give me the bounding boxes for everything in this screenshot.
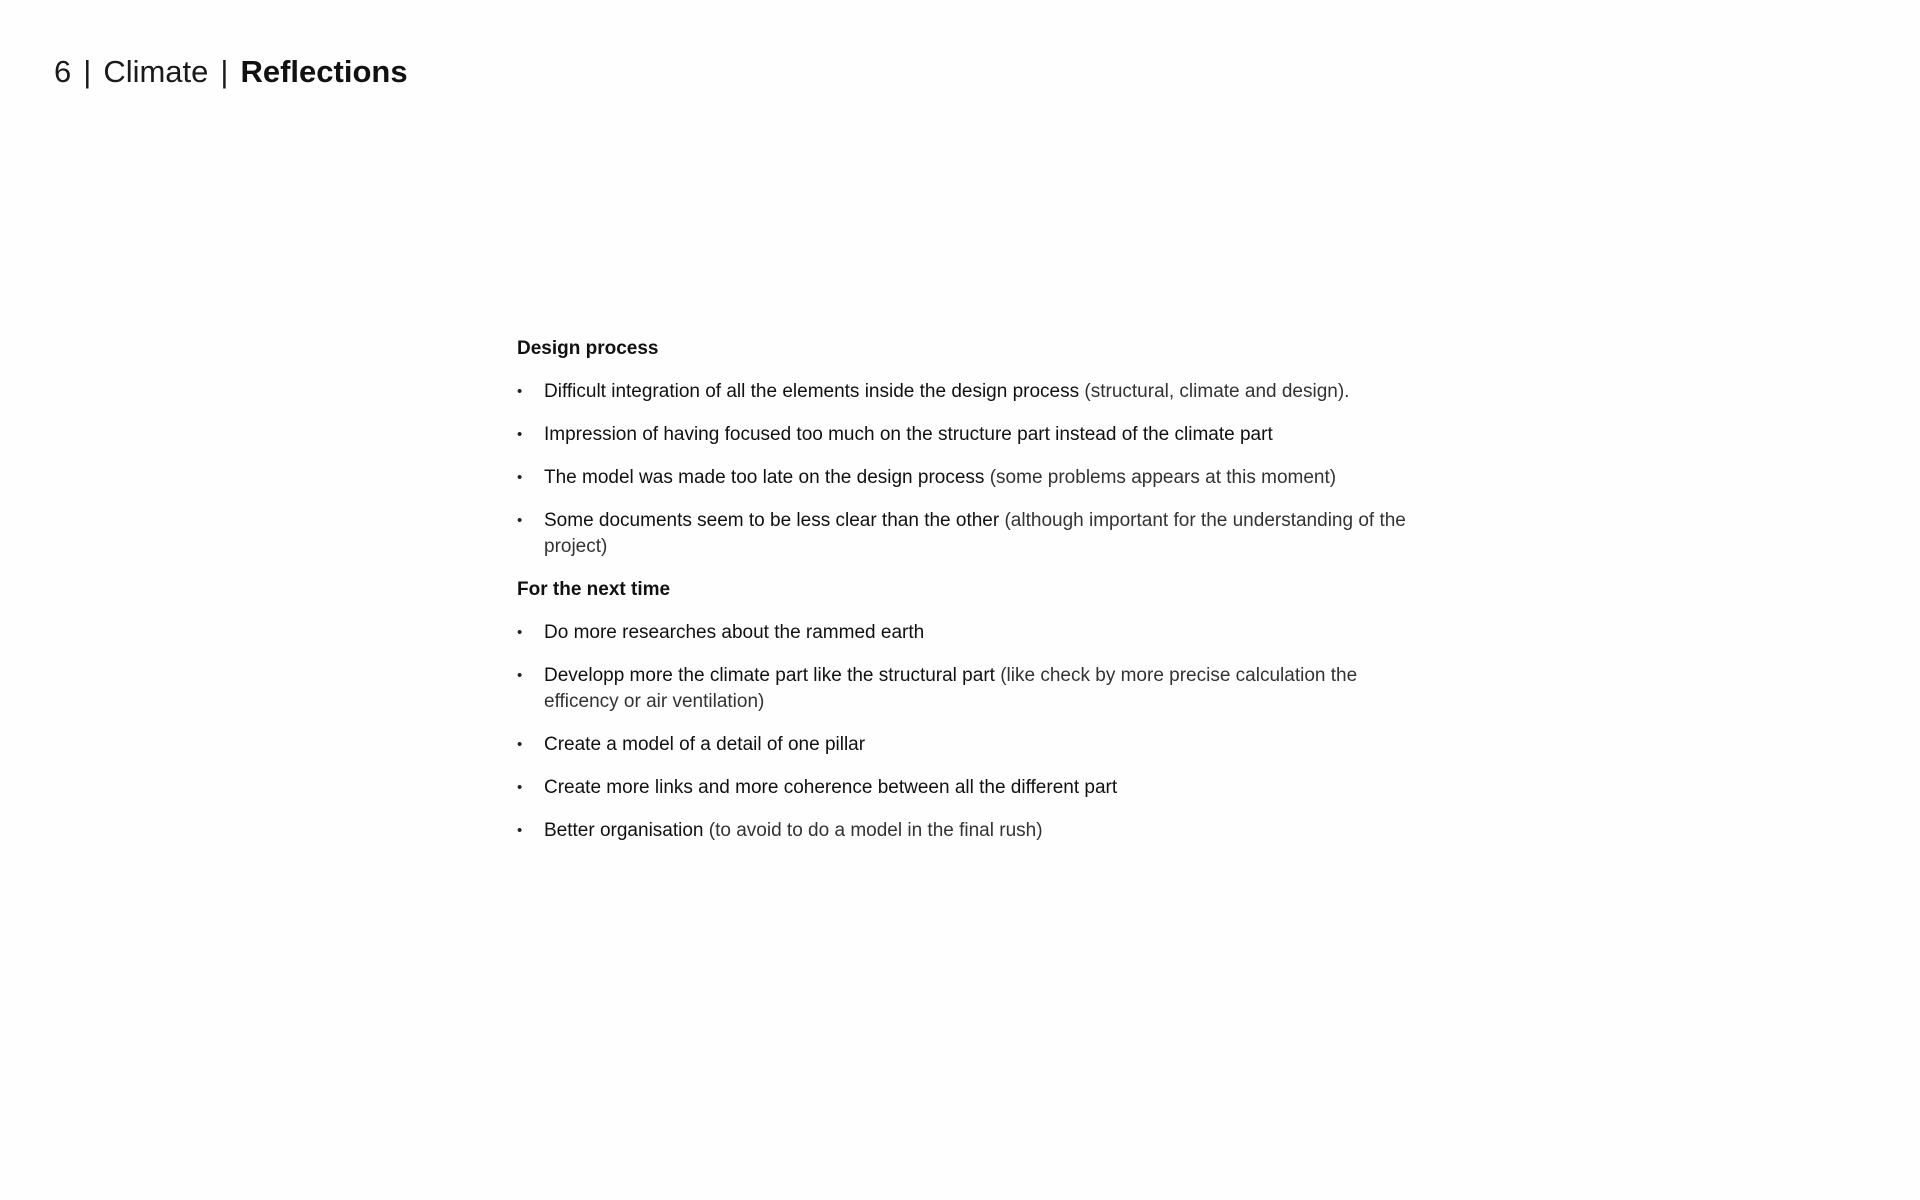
page-number: 6: [54, 54, 72, 89]
page-header: [54, 52, 408, 92]
header-separator: |: [220, 54, 229, 89]
bullet-icon: •: [517, 426, 523, 443]
list-item-main: Do more researches about the rammed earth: [544, 622, 925, 643]
reflections-content: [517, 336, 1417, 861]
bullet-icon: •: [517, 624, 523, 641]
list-item-note: (like check by more precise calculation the efficency or air ventilation): [544, 665, 1358, 712]
list-item: [517, 508, 1417, 560]
list-item-note: (to avoid to do a model in the final rush): [708, 820, 1043, 841]
list-item-main: The model was made too late on the design process: [544, 467, 985, 488]
list-item-main: Create more links and more coherence between all the different part: [544, 777, 1118, 798]
list-item-main: Difficult integration of all the elements inside the design process: [544, 381, 1080, 402]
list-item: [517, 620, 1417, 646]
design-process-heading: Design process: [517, 338, 659, 359]
list-item-note: (although important for the understanding of the project): [544, 510, 1406, 557]
design-process-list: [517, 379, 1417, 560]
list-item-main: Better organisation: [544, 820, 704, 841]
page-title: Reflections: [240, 54, 408, 89]
list-item: [517, 663, 1417, 715]
list-item: [517, 818, 1417, 844]
list-item: [517, 422, 1417, 448]
bullet-icon: •: [517, 512, 523, 529]
list-item: [517, 379, 1417, 405]
list-item: [517, 732, 1417, 758]
bullet-icon: •: [517, 822, 523, 839]
next-time-heading: For the next time: [517, 579, 671, 600]
next-time-list: [517, 620, 1417, 844]
bullet-icon: •: [517, 383, 523, 400]
list-item-main: Impression of having focused too much on the structure part instead of the climate part: [544, 424, 1273, 445]
bullet-icon: •: [517, 469, 523, 486]
header-separator: |: [83, 54, 92, 89]
list-item: [517, 775, 1417, 801]
list-item-main: Developp more the climate part like the structural part: [544, 665, 995, 686]
bullet-icon: •: [517, 736, 523, 753]
list-item-main: Create a model of a detail of one pillar: [544, 734, 866, 755]
list-item-main: Some documents seem to be less clear than the other: [544, 510, 1000, 531]
list-item-note: (some problems appears at this moment): [989, 467, 1337, 488]
list-item-note: (structural, climate and design).: [1084, 381, 1350, 402]
bullet-icon: •: [517, 667, 523, 684]
bullet-icon: •: [517, 779, 523, 796]
section-name: Climate: [103, 54, 209, 89]
list-item: [517, 465, 1417, 491]
